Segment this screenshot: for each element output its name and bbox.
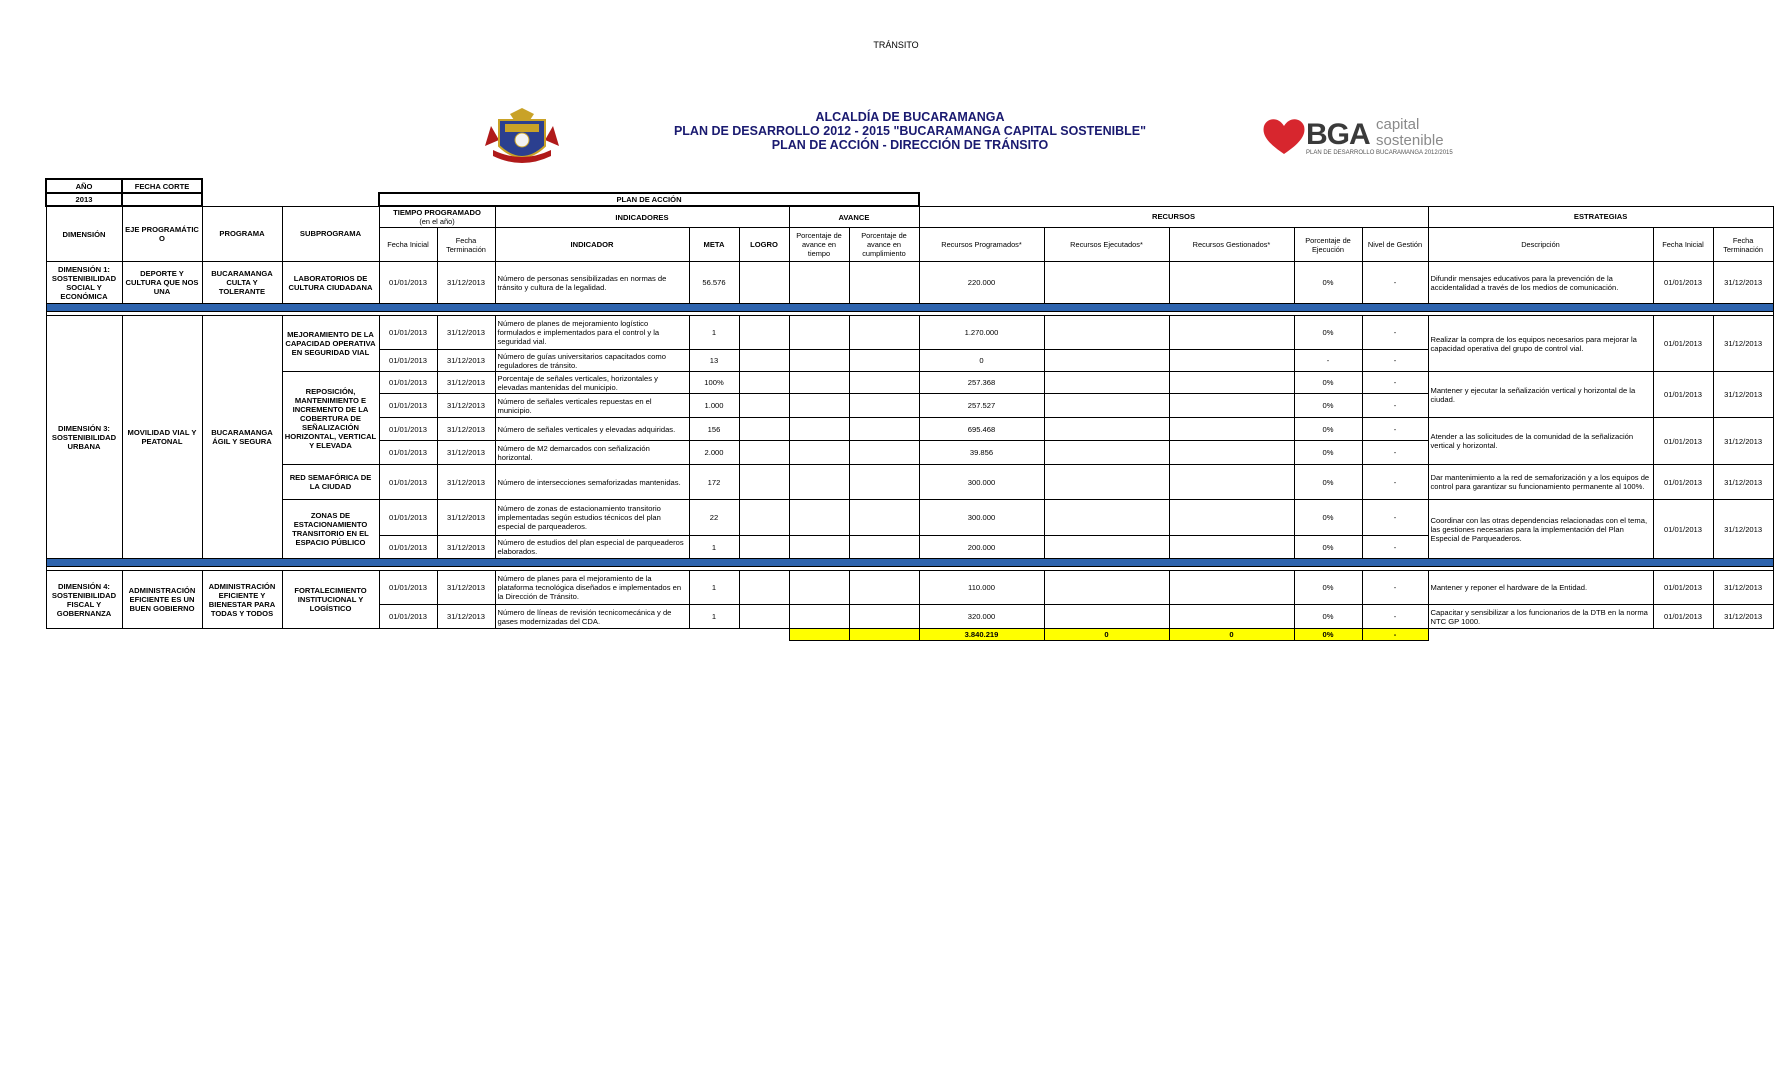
pct-tiempo-cell: [789, 500, 849, 536]
pct-ejecucion-cell: 0%: [1294, 571, 1362, 605]
descripcion-cell: Coordinar con las otras dependencias relacionadas con el tema, las gestiones necesarias para la implementación del Plan Especial de Parqueaderos.: [1428, 500, 1653, 559]
pct-cumplimiento-cell: [849, 536, 919, 559]
ejecutados-cell: [1044, 571, 1169, 605]
est-fecha-terminacion-cell: 31/12/2013: [1713, 571, 1773, 605]
col-indicadores: INDICADORES: [495, 206, 789, 228]
total-gestionados: 0: [1169, 629, 1294, 641]
col-subprograma: SUBPROGRAMA: [282, 206, 379, 262]
logo-sostenible-text: sostenible: [1376, 132, 1444, 149]
nivel-gestion-cell: -: [1362, 465, 1428, 500]
table-row: [46, 262, 1773, 304]
fecha-terminacion-cell: 31/12/2013: [437, 372, 495, 394]
fecha-inicial-cell: 01/01/2013: [379, 441, 437, 465]
table-row: [46, 372, 1773, 394]
nivel-gestion-cell: -: [1362, 350, 1428, 372]
gestionados-cell: [1169, 571, 1294, 605]
fecha-terminacion-cell: 31/12/2013: [437, 418, 495, 441]
dimension-cell: DIMENSIÓN 4: SOSTENIBILIDAD FISCAL Y GOBERNANZA: [46, 571, 122, 629]
pct-cumplimiento-cell: [849, 500, 919, 536]
heart-icon: [1262, 116, 1306, 156]
fecha-inicial-cell: 01/01/2013: [379, 394, 437, 418]
programados-cell: 257.527: [919, 394, 1044, 418]
sheet-label: TRÁNSITO: [873, 40, 919, 50]
programados-cell: 200.000: [919, 536, 1044, 559]
est-fecha-terminacion-cell: 31/12/2013: [1713, 372, 1773, 418]
col-programa: PROGRAMA: [202, 206, 282, 262]
col-avance: AVANCE: [789, 206, 919, 228]
est-fecha-terminacion-cell: 31/12/2013: [1713, 465, 1773, 500]
pct-cumplimiento-cell: [849, 394, 919, 418]
nivel-gestion-cell: -: [1362, 605, 1428, 629]
col-estrategias: ESTRATEGIAS: [1428, 206, 1773, 228]
nivel-gestion-cell: -: [1362, 500, 1428, 536]
ejecutados-cell: [1044, 394, 1169, 418]
programados-cell: 0: [919, 350, 1044, 372]
gestionados-cell: [1169, 394, 1294, 418]
pct-tiempo-cell: [789, 465, 849, 500]
descripcion-cell: Dar mantenimiento a la red de semaforización y a los equipos de control para garantizar su funcionamiento permanente al 100%.: [1428, 465, 1653, 500]
pct-tiempo-cell: [789, 571, 849, 605]
nivel-gestion-cell: -: [1362, 262, 1428, 304]
pct-ejecucion-cell: 0%: [1294, 500, 1362, 536]
pct-ejecucion-cell: 0%: [1294, 372, 1362, 394]
pct-tiempo-cell: [789, 394, 849, 418]
programados-cell: 1.270.000: [919, 316, 1044, 350]
meta-cell: 156: [689, 418, 739, 441]
descripcion-cell: Difundir mensajes educativos para la prevención de la accidentalidad a través de los medios de comunicación.: [1428, 262, 1653, 304]
logro-cell: [739, 536, 789, 559]
nivel-gestion-cell: -: [1362, 441, 1428, 465]
descripcion-cell: Atender a las solicitudes de la comunidad de la señalización vertical y horizontal.: [1428, 418, 1653, 465]
meta-cell: 2.000: [689, 441, 739, 465]
ejecutados-cell: [1044, 372, 1169, 394]
indicador-cell: Número de guías universitarios capacitados como reguladores de tránsito.: [495, 350, 689, 372]
pct-cumplimiento-cell: [849, 465, 919, 500]
tiempo-title: TIEMPO PROGRAMADO: [393, 208, 481, 217]
descripcion-cell: Realizar la compra de los equipos necesarios para mejorar la capacidad operativa del grupo de control vial.: [1428, 316, 1653, 372]
fecha-terminacion-cell: 31/12/2013: [437, 262, 495, 304]
total-pct-cumplimiento: [849, 629, 919, 641]
logo-bga-text: BGA: [1306, 118, 1370, 151]
est-fecha-inicial-cell: 01/01/2013: [1653, 262, 1713, 304]
subprograma-cell: REPOSICIÓN, MANTENIMIENTO E INCREMENTO DE LA COBERTURA DE SEÑALIZACIÓN HORIZONTAL, VERTICAL Y ELEVADA: [282, 372, 379, 465]
col-est-fecha-terminacion: Fecha Terminación: [1713, 228, 1773, 262]
fecha-inicial-cell: 01/01/2013: [379, 316, 437, 350]
fecha-corte-value: [122, 193, 202, 206]
indicador-cell: Número de planes de mejoramiento logístico formulados e implementados para el control y la seguridad vial.: [495, 316, 689, 350]
pct-ejecucion-cell: 0%: [1294, 262, 1362, 304]
logro-cell: [739, 372, 789, 394]
fecha-inicial-cell: 01/01/2013: [379, 605, 437, 629]
descripcion-cell: Mantener y reponer el hardware de la Entidad.: [1428, 571, 1653, 605]
gestionados-cell: [1169, 372, 1294, 394]
fecha-inicial-cell: 01/01/2013: [379, 500, 437, 536]
table-row: [46, 316, 1773, 350]
descripcion-cell: Capacitar y sensibilizar a los funcionarios de la DTB en la norma NTC GP 1000.: [1428, 605, 1653, 629]
programados-cell: 39.856: [919, 441, 1044, 465]
indicador-cell: Número de líneas de revisión tecnicomecánica y de gases modernizadas del CDA.: [495, 605, 689, 629]
logro-cell: [739, 465, 789, 500]
gestionados-cell: [1169, 605, 1294, 629]
subprograma-cell: FORTALECIMIENTO INSTITUCIONAL Y LOGÍSTICO: [282, 571, 379, 629]
nivel-gestion-cell: -: [1362, 536, 1428, 559]
nivel-gestion-cell: -: [1362, 418, 1428, 441]
est-fecha-inicial-cell: 01/01/2013: [1653, 605, 1713, 629]
col-dimension: DIMENSIÓN: [46, 206, 122, 262]
document-titles: [540, 110, 1280, 152]
dimension-cell: DIMENSIÓN 3: SOSTENIBILIDAD URBANA: [46, 316, 122, 559]
est-fecha-inicial-cell: 01/01/2013: [1653, 571, 1713, 605]
pct-cumplimiento-cell: [849, 441, 919, 465]
pct-cumplimiento-cell: [849, 350, 919, 372]
col-recursos: RECURSOS: [919, 206, 1428, 228]
pct-ejecucion-cell: 0%: [1294, 441, 1362, 465]
col-rec-gestionados: Recursos Gestionados*: [1169, 228, 1294, 262]
pct-ejecucion-cell: 0%: [1294, 418, 1362, 441]
fecha-inicial-cell: 01/01/2013: [379, 418, 437, 441]
logro-cell: [739, 605, 789, 629]
col-pct-cumplimiento: Porcentaje de avance en cumplimiento: [849, 228, 919, 262]
logro-cell: [739, 571, 789, 605]
programados-cell: 300.000: [919, 465, 1044, 500]
pct-ejecucion-cell: 0%: [1294, 465, 1362, 500]
total-pct-tiempo: [789, 629, 849, 641]
indicador-cell: Porcentaje de señales verticales, horizontales y elevadas mantenidas del municipio.: [495, 372, 689, 394]
pct-tiempo-cell: [789, 372, 849, 394]
gestionados-cell: [1169, 536, 1294, 559]
tiempo-subtitle: (en el año): [419, 217, 455, 226]
logro-cell: [739, 262, 789, 304]
meta-cell: 22: [689, 500, 739, 536]
meta-cell: 100%: [689, 372, 739, 394]
est-fecha-terminacion-cell: 31/12/2013: [1713, 605, 1773, 629]
gestionados-cell: [1169, 316, 1294, 350]
table-row: [46, 465, 1773, 500]
pct-tiempo-cell: [789, 536, 849, 559]
est-fecha-terminacion-cell: 31/12/2013: [1713, 316, 1773, 372]
col-rec-programados: Recursos Programados*: [919, 228, 1044, 262]
title-alcaldia: ALCALDÍA DE BUCARAMANGA: [815, 110, 1005, 124]
pct-cumplimiento-cell: [849, 418, 919, 441]
programa-cell: BUCARAMANGA CULTA Y TOLERANTE: [202, 262, 282, 304]
pct-tiempo-cell: [789, 262, 849, 304]
programados-cell: 110.000: [919, 571, 1044, 605]
fecha-terminacion-cell: 31/12/2013: [437, 441, 495, 465]
meta-cell: 172: [689, 465, 739, 500]
fecha-terminacion-cell: 31/12/2013: [437, 605, 495, 629]
logro-cell: [739, 350, 789, 372]
section-separator: [46, 559, 1773, 567]
meta-cell: 1: [689, 316, 739, 350]
pct-ejecucion-cell: -: [1294, 350, 1362, 372]
ejecutados-cell: [1044, 465, 1169, 500]
table-row: [46, 500, 1773, 536]
descripcion-cell: Mantener y ejecutar la señalización vertical y horizontal de la ciudad.: [1428, 372, 1653, 418]
fecha-terminacion-cell: 31/12/2013: [437, 316, 495, 350]
meta-cell: 1: [689, 536, 739, 559]
subprograma-cell: MEJORAMIENTO DE LA CAPACIDAD OPERATIVA EN SEGURIDAD VIAL: [282, 316, 379, 372]
col-pct-tiempo: Porcentaje de avance en tiempo: [789, 228, 849, 262]
ejecutados-cell: [1044, 500, 1169, 536]
ejecutados-cell: [1044, 441, 1169, 465]
total-ejecutados: 0: [1044, 629, 1169, 641]
pct-cumplimiento-cell: [849, 316, 919, 350]
col-nivel-gestion: Nivel de Gestión: [1362, 228, 1428, 262]
pct-tiempo-cell: [789, 605, 849, 629]
fecha-inicial-cell: 01/01/2013: [379, 536, 437, 559]
fecha-inicial-cell: 01/01/2013: [379, 350, 437, 372]
col-fecha-inicial: Fecha Inicial: [379, 228, 437, 262]
est-fecha-inicial-cell: 01/01/2013: [1653, 316, 1713, 372]
col-logro: LOGRO: [739, 228, 789, 262]
gestionados-cell: [1169, 500, 1294, 536]
subprograma-cell: ZONAS DE ESTACIONAMIENTO TRANSITORIO EN EL ESPACIO PÚBLICO: [282, 500, 379, 559]
pct-cumplimiento-cell: [849, 605, 919, 629]
programados-cell: 220.000: [919, 262, 1044, 304]
programa-cell: ADMINISTRACIÓN EFICIENTE Y BIENESTAR PARA TODAS Y TODOS: [202, 571, 282, 629]
plan-accion-header: PLAN DE ACCIÓN: [379, 193, 919, 206]
meta-cell: 1: [689, 571, 739, 605]
fecha-inicial-cell: 01/01/2013: [379, 262, 437, 304]
col-est-fecha-inicial: Fecha Inicial: [1653, 228, 1713, 262]
total-pct-ejecucion: 0%: [1294, 629, 1362, 641]
pct-ejecucion-cell: 0%: [1294, 536, 1362, 559]
indicador-cell: Número de señales verticales y elevadas adquiridas.: [495, 418, 689, 441]
subprograma-cell: LABORATORIOS DE CULTURA CIUDADANA: [282, 262, 379, 304]
logro-cell: [739, 316, 789, 350]
pct-ejecucion-cell: 0%: [1294, 316, 1362, 350]
logro-cell: [739, 394, 789, 418]
pct-cumplimiento-cell: [849, 571, 919, 605]
indicador-cell: Número de intersecciones semaforizadas mantenidas.: [495, 465, 689, 500]
subprograma-cell: RED SEMAFÓRICA DE LA CIUDAD: [282, 465, 379, 500]
pct-tiempo-cell: [789, 441, 849, 465]
col-rec-ejecutados: Recursos Ejecutados*: [1044, 228, 1169, 262]
nivel-gestion-cell: -: [1362, 571, 1428, 605]
action-plan-table: [45, 178, 1774, 641]
fecha-terminacion-cell: 31/12/2013: [437, 536, 495, 559]
pct-ejecucion-cell: 0%: [1294, 605, 1362, 629]
fecha-terminacion-cell: 31/12/2013: [437, 350, 495, 372]
gestionados-cell: [1169, 465, 1294, 500]
totals-row: [46, 629, 1773, 641]
title-plan-accion: PLAN DE ACCIÓN - DIRECCIÓN DE TRÁNSITO: [771, 138, 1049, 152]
fecha-corte-label: FECHA CORTE: [122, 179, 202, 193]
ejecutados-cell: [1044, 536, 1169, 559]
eje-cell: ADMINISTRACIÓN EFICIENTE ES UN BUEN GOBIERNO: [122, 571, 202, 629]
pct-ejecucion-cell: 0%: [1294, 394, 1362, 418]
pct-tiempo-cell: [789, 350, 849, 372]
gestionados-cell: [1169, 350, 1294, 372]
fecha-inicial-cell: 01/01/2013: [379, 571, 437, 605]
programados-cell: 695.468: [919, 418, 1044, 441]
anio-label: AÑO: [46, 179, 122, 193]
nivel-gestion-cell: -: [1362, 394, 1428, 418]
pct-tiempo-cell: [789, 316, 849, 350]
programados-cell: 300.000: [919, 500, 1044, 536]
meta-cell: 13: [689, 350, 739, 372]
est-fecha-inicial-cell: 01/01/2013: [1653, 500, 1713, 559]
dimension-cell: DIMENSIÓN 1: SOSTENIBILIDAD SOCIAL Y ECONÓMICA: [46, 262, 122, 304]
gestionados-cell: [1169, 418, 1294, 441]
indicador-cell: Número de planes para el mejoramiento de la plataforma tecnológica diseñados e implementados en la Dirección de Tránsito.: [495, 571, 689, 605]
gestionados-cell: [1169, 262, 1294, 304]
col-tiempo: [379, 206, 495, 228]
programados-cell: 257.368: [919, 372, 1044, 394]
logo-subtitle: PLAN DE DESARROLLO BUCARAMANGA 2012/2015: [1306, 150, 1453, 156]
indicador-cell: Número de zonas de estacionamiento transitorio implementadas según estudios técnicos del plan especial de parqueaderos.: [495, 500, 689, 536]
col-descripcion: Descripción: [1428, 228, 1653, 262]
eje-cell: DEPORTE Y CULTURA QUE NOS UNA: [122, 262, 202, 304]
meta-cell: 56.576: [689, 262, 739, 304]
fecha-inicial-cell: 01/01/2013: [379, 372, 437, 394]
table-row: [46, 571, 1773, 605]
nivel-gestion-cell: -: [1362, 316, 1428, 350]
est-fecha-inicial-cell: 01/01/2013: [1653, 465, 1713, 500]
anio-value: 2013: [46, 193, 122, 206]
logo-capital-text: capital: [1376, 116, 1420, 133]
section-separator: [46, 304, 1773, 312]
est-fecha-terminacion-cell: 31/12/2013: [1713, 418, 1773, 465]
fecha-terminacion-cell: 31/12/2013: [437, 571, 495, 605]
col-indicador: INDICADOR: [495, 228, 689, 262]
logro-cell: [739, 500, 789, 536]
gestionados-cell: [1169, 441, 1294, 465]
ejecutados-cell: [1044, 418, 1169, 441]
indicador-cell: Número de estudios del plan especial de parqueaderos elaborados.: [495, 536, 689, 559]
col-fecha-terminacion: Fecha Terminación: [437, 228, 495, 262]
fecha-terminacion-cell: 31/12/2013: [437, 394, 495, 418]
col-eje: EJE PROGRAMÁTIC O: [122, 206, 202, 262]
ejecutados-cell: [1044, 605, 1169, 629]
pct-tiempo-cell: [789, 418, 849, 441]
title-plan-desarrollo: PLAN DE DESARROLLO 2012 - 2015 "BUCARAMANGA CAPITAL SOSTENIBLE": [673, 124, 1147, 138]
pct-cumplimiento-cell: [849, 262, 919, 304]
indicador-cell: Número de M2 demarcados con señalización horizontal.: [495, 441, 689, 465]
fecha-terminacion-cell: 31/12/2013: [437, 465, 495, 500]
col-pct-ejecucion: Porcentaje de Ejecución: [1294, 228, 1362, 262]
nivel-gestion-cell: -: [1362, 372, 1428, 394]
meta-cell: 1: [689, 605, 739, 629]
col-meta: META: [689, 228, 739, 262]
fecha-terminacion-cell: 31/12/2013: [437, 500, 495, 536]
eje-cell: MOVILIDAD VIAL Y PEATONAL: [122, 316, 202, 559]
total-programados: 3.840.219: [919, 629, 1044, 641]
programa-cell: BUCARAMANGA ÁGIL Y SEGURA: [202, 316, 282, 559]
total-nivel-gestion: -: [1362, 629, 1428, 641]
bga-capital-sostenible-logo: [1262, 114, 1472, 162]
logro-cell: [739, 441, 789, 465]
est-fecha-terminacion-cell: 31/12/2013: [1713, 262, 1773, 304]
est-fecha-inicial-cell: 01/01/2013: [1653, 418, 1713, 465]
programados-cell: 320.000: [919, 605, 1044, 629]
est-fecha-inicial-cell: 01/01/2013: [1653, 372, 1713, 418]
ejecutados-cell: [1044, 350, 1169, 372]
logro-cell: [739, 418, 789, 441]
ejecutados-cell: [1044, 262, 1169, 304]
pct-cumplimiento-cell: [849, 372, 919, 394]
fecha-inicial-cell: 01/01/2013: [379, 465, 437, 500]
meta-cell: 1.000: [689, 394, 739, 418]
indicador-cell: Número de personas sensibilizadas en normas de tránsito y cultura de la legalidad.: [495, 262, 689, 304]
est-fecha-terminacion-cell: 31/12/2013: [1713, 500, 1773, 559]
ejecutados-cell: [1044, 316, 1169, 350]
indicador-cell: Número de señales verticales repuestas en el municipio.: [495, 394, 689, 418]
